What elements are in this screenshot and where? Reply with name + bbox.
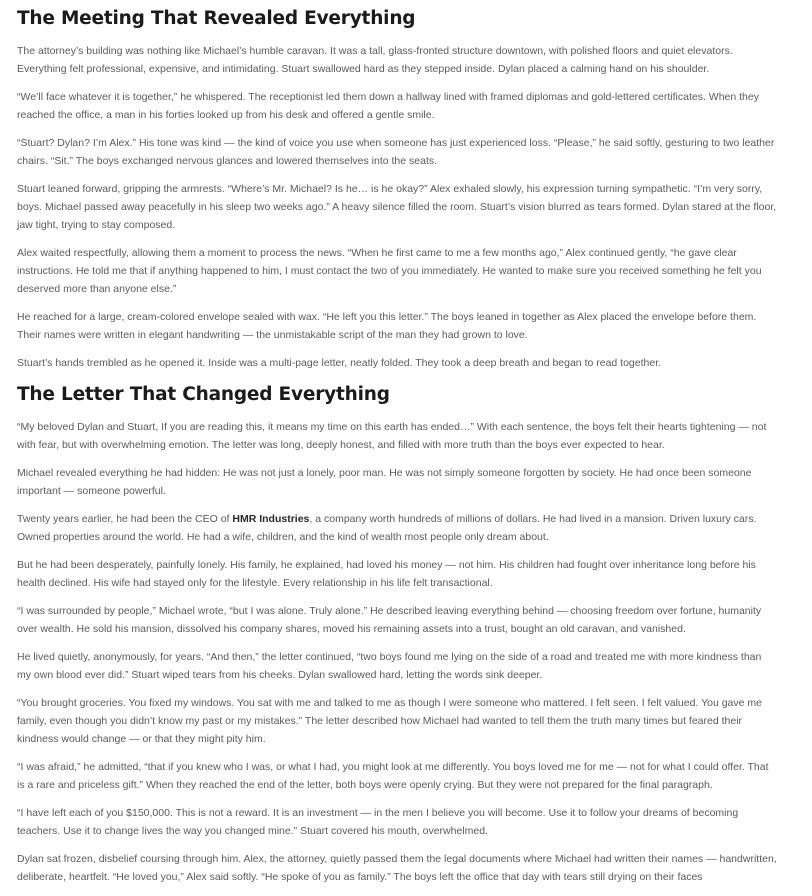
paragraph: Michael revealed everything he had hidden: He was not just a lonely, poor man. He was not simply someone forgotten by society. He had once been someone important — someone powerful. [17, 467, 752, 497]
paragraph: “I was surrounded by people,” Michael wrote, “but I was alone. Truly alone.” He described leaving everything behind — choosing freedom over fortune, humanity over wealth. He sold his mansion, dissolved his company shares, moved his remaining assets into a trust, bought an old caravan, and vanished. [17, 605, 762, 635]
section-heading-meeting: The Meeting That Revealed Everything [17, 8, 416, 29]
paragraph-text: , a company worth hundreds of millions of dollars. He had lived in a mansion. Driven luxury cars. Owned properties around the world. He had a wife, children, and the kind of wealth most people only dream about. [17, 513, 757, 543]
paragraph: Stuart’s hands trembled as he opened it. Inside was a multi-page letter, neatly folded. They took a deep breath and began to read together. [17, 357, 662, 369]
paragraph: The attorney’s building was nothing like Michael’s humble caravan. It was a tall, glass-fronted structure downtown, with polished floors and quiet elevators. Everything felt professional, expensive, and intimidating. Stuart swallowed hard as they stepped inside. Dylan placed a calming hand on his shoulder. [17, 45, 733, 75]
company-name: HMR Industries [232, 513, 310, 525]
section-heading-letter: The Letter That Changed Everything [17, 384, 390, 405]
article-body [17, 0, 777, 896]
paragraph: But he had been desperately, painfully lonely. His family, he explained, had loved his money — not him. His children had fought over inheritance long before his health declined. His wife had stayed only for the lifestyle. Every relationship in his life felt transactional. [17, 559, 756, 589]
paragraph [17, 510, 777, 546]
paragraph: Alex waited respectfully, allowing them a moment to process the news. “When he first came to me a few months ago,” Alex continued gently, “he gave clear instructions. He told me that if anything happened to him, I must contact the two of you immediately. He wanted to make sure you received something he felt you deserved more than anyone else.” [17, 247, 762, 295]
paragraph: Stuart leaned forward, gripping the armrests. “Where’s Mr. Michael? Is he… is he okay?” Alex exhaled slowly, his expression turning sympathetic. “I’m very sorry, boys. Michael passed away peacefully in his sleep two weeks ago.” A heavy silence filled the room. Stuart’s vision blurred as tears formed. Dylan stared at the floor, jaw tight, trying to stay composed. [17, 183, 777, 231]
paragraph: “My beloved Dylan and Stuart, If you are reading this, it means my time on this earth has ended…” With each sentence, the boys felt their hearts tightening — not with fear, but with overwhelming emotion. The letter was long, deeply honest, and filled with more truth than the boys ever expected to hear. [17, 421, 767, 451]
paragraph: He lived quietly, anonymously, for years. “And then,” the letter continued, “two boys found me lying on the side of a road and treated me with more kindness than my own blood ever did.” Stuart wiped tears from his cheeks. Dylan swallowed hard, letting the words sink deeper. [17, 651, 762, 681]
paragraph: “You brought groceries. You fixed my windows. You sat with me and talked to me as though I were someone who mattered. I felt seen. I felt valued. You gave me family, even though you didn’t know my past or my mistakes.” The letter described how Michael had wanted to tell them the truth many times but feared their kindness would change — or that they might pity him. [17, 697, 762, 745]
paragraph-text: Twenty years earlier, he had been the CEO of [17, 513, 233, 525]
paragraph: Dylan sat frozen, disbelief coursing through him. Alex, the attorney, quietly passed them the legal documents where Michael had written their names — handwritten, deliberate, heartfelt. “He loved you,” Alex said softly. “He spoke of you as family.” The boys left the office that day with tears still drying on their faces [17, 853, 777, 883]
paragraph: “I have left each of you $150,000. This is not a reward. It is an investment — in the men I believe you will become. Use it to follow your dreams of becoming teachers. Use it to change lives the way you changed mine.” Stuart covered his mouth, overwhelmed. [17, 807, 739, 837]
paragraph: “I was afraid,” he admitted, “that if you knew who I was, or what I had, you might look at me differently. You boys loved me for me — not for what I could offer. That is a rare and priceless gift.” When they reached the end of the letter, both boys were openly crying. But they were not prepared for the final paragraph. [17, 761, 769, 791]
paragraph: “We’ll face whatever it is together,” he whispered. The receptionist led them down a hallway lined with framed diplomas and gold-lettered certificates. When they reached the office, a man in his forties looked up from his desk and offered a gentle smile. [17, 91, 759, 121]
paragraph: He reached for a large, cream-colored envelope sealed with wax. “He left you this letter.” The boys leaned in together as Alex placed the envelope before them. Their names were written in elegant handwriting — the unmistakable script of the man they had grown to love. [17, 311, 757, 341]
paragraph: “Stuart? Dylan? I’m Alex.” His tone was kind — the kind of voice you use when someone has just experienced loss. “Please,” he said softly, gesturing to two leather chairs. “Sit.” The boys exchanged nervous glances and lowered themselves into the seats. [17, 137, 775, 167]
